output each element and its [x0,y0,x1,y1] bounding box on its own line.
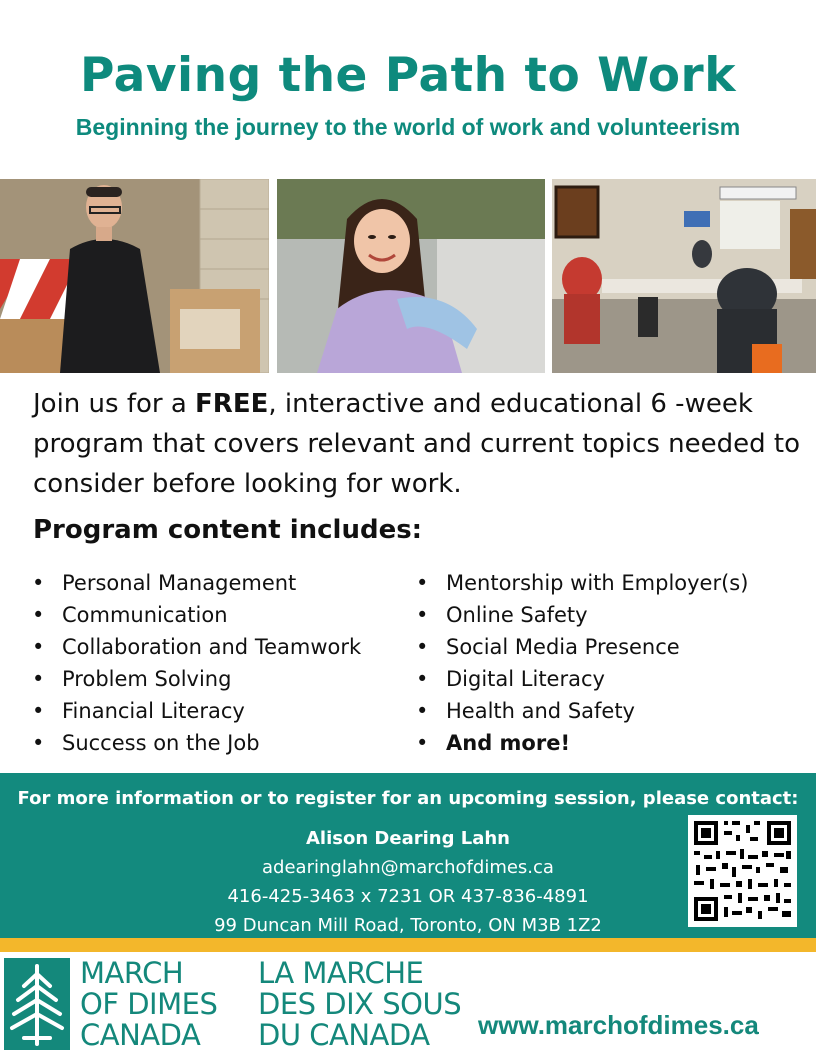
bullet-icon: • [32,699,45,723]
list-item: • Personal Management [32,567,361,599]
intro-text-after: , interactive and educational 6 -week program that covers relevant and current topics needed to consider before looking for work. [33,389,800,499]
bullet-icon: • [416,571,429,595]
list-item: • Financial Literacy [32,695,361,727]
maple-leaf-icon [4,958,70,1050]
website-link[interactable]: www.marchofdimes.ca [478,1010,759,1040]
bullet-icon: • [32,571,45,595]
intro-paragraph [33,384,803,504]
intro-free-emphasis: FREE [195,389,269,419]
logo-text-english: MARCH OF DIMES CANADA [80,956,218,1052]
contact-heading: For more information or to register for an upcoming session, please contact: [17,788,799,809]
contact-address: 99 Duncan Mill Road, Toronto, ON M3B 1Z2 [214,915,602,936]
contact-email: adearinglahn@marchofdimes.ca [262,857,554,878]
list-item: • Problem Solving [32,663,361,695]
contact-name: Alison Dearing Lahn [306,828,510,849]
list-item: • Digital Literacy [416,663,748,695]
bullet-icon: • [416,603,429,627]
qr-code-icon [688,815,797,927]
contact-phone: 416-425-3463 x 7231 OR 437-836-4891 [227,886,589,907]
page-title: Paving the Path to Work [80,48,736,103]
bullet-icon: • [416,731,429,755]
list-item: • Collaboration and Teamwork [32,631,361,663]
program-list-left [32,567,361,759]
photo-classroom [552,179,816,373]
list-item: • Social Media Presence [416,631,748,663]
bullet-icon: • [416,635,429,659]
intro-text-before: Join us for a [33,389,196,419]
gold-divider [0,938,816,952]
list-item: • Success on the Job [32,727,361,759]
bullet-icon: • [32,667,45,691]
bullet-icon: • [32,603,45,627]
bullet-icon: • [32,731,45,755]
bullet-icon: • [416,699,429,723]
page-subtitle: Beginning the journey to the world of work and volunteerism [75,114,741,140]
program-list-right [416,567,748,759]
list-item: • Communication [32,599,361,631]
photo-man-warehouse [0,179,269,373]
list-item: • Health and Safety [416,695,748,727]
program-content-heading: Program content includes: [33,515,423,545]
bullet-icon: • [416,667,429,691]
logo-text-french: LA MARCHE DES DIX SOUS DU CANADA [258,956,462,1052]
photo-girl-smiling [277,179,545,373]
bullet-icon: • [32,635,45,659]
list-item: • Mentorship with Employer(s) [416,567,748,599]
list-item-and-more: • And more! [416,727,748,759]
list-item: • Online Safety [416,599,748,631]
